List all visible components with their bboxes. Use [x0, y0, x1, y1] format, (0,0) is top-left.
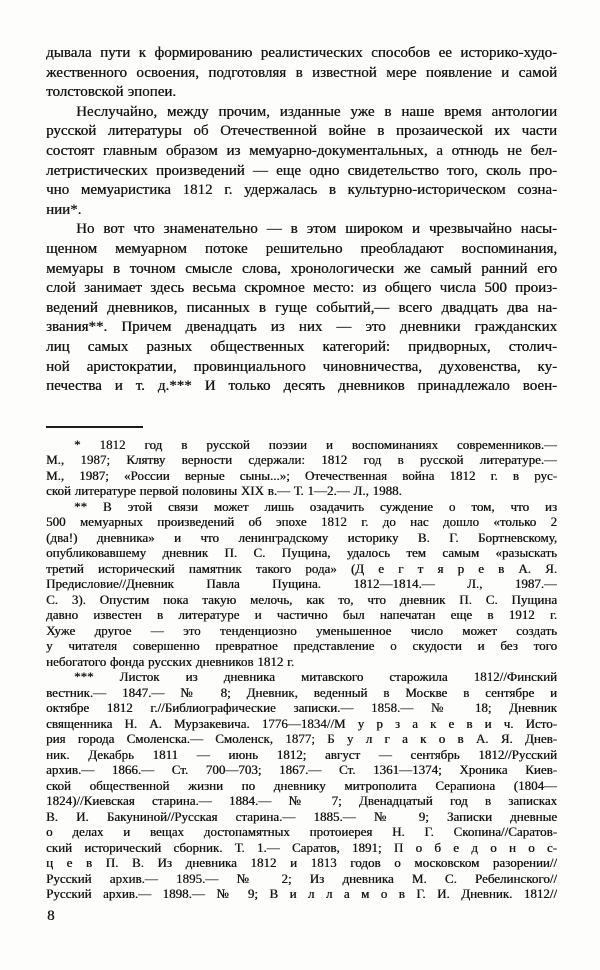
- paragraph-continued: [46, 44, 557, 103]
- text-line: 500 мемуарных произведений об эпохе 1812 г. до нас дошло «только 2: [46, 514, 557, 530]
- text-line: третий исторический памятник такого рода» (Д е г т я р е в А. Я.: [46, 560, 557, 576]
- text-line: ** В этой связи может лишь озадачить суждение о том, что из: [74, 498, 557, 514]
- text-line: о делах и вещах достопамятных протоиерея Н. Г. Скопина//Саратов-: [46, 824, 557, 840]
- text-line: жественного освоения, подготовляя в известной мере появление и самой: [46, 64, 557, 81]
- text-line: у читателя совершенно превратное представление о скудости и без того: [46, 638, 557, 654]
- footnote-1: [46, 437, 557, 499]
- footnote-3: [46, 669, 557, 902]
- text-line: (два!) дневника» и что ленинградскому историку В. Г. Бортневскому,: [46, 529, 557, 545]
- text-line: ской общественной жизни по дневнику митрополита Серапиона (1804—: [46, 777, 557, 793]
- text-line: М., 1987; Клятву верности сдержали: 1812 год в русской литературе.—: [46, 452, 557, 468]
- text-line: Неслучайно, между прочим, изданные уже в наше время антологии: [76, 103, 557, 120]
- text-line: октябре 1812 г.//Библиографические записки.— 1858.— № 18; Дневник: [46, 700, 557, 716]
- text-line: 1824)//Киевская старина.— 1884.— № 7; Двенадцатый год в записках: [46, 793, 557, 809]
- text-line: архив.— 1866.— Ст. 700—703; 1867.— Ст. 1361—1374; Хроника Киев-: [46, 762, 557, 778]
- text-line: летристических произведений — еще одно свидетельство того, сколь про-: [46, 162, 557, 179]
- text-line: Русский архив.— 1895.— № 2; Из дневника М. С. Ребелинского//: [46, 870, 557, 886]
- text-block: [46, 44, 557, 902]
- text-line: ведений дневников, писанных в гуще событий,— всего двадцать два на-: [46, 299, 557, 316]
- text-line: Хуже другое — это тенденциозно уменьшенное число может создать: [46, 622, 557, 638]
- text-line: ский исторический сборник. Т. 1.— Саратов, 1891; П о б е д о н о с-: [46, 839, 557, 855]
- text-line: дывала пути к формированию реалистических способов ее историко-худо-: [46, 45, 557, 61]
- text-line: М., 1987; «России верные сыны...»; Отечественная война 1812 г. в рус-: [46, 467, 557, 483]
- text-line: мемуары в точном смысле слова, хронологически же самый ранний его: [46, 260, 557, 277]
- text-line: Предисловие//Дневник Павла Пущина. 1812—1814.— Л., 1987.—: [46, 576, 557, 592]
- paragraph-antologii: [46, 103, 557, 221]
- text-line: Русский архив.— 1898.— № 9; В и л л а м о в Г. И. Дневник. 1812//: [46, 886, 557, 902]
- main-text: [46, 44, 557, 397]
- footnote-separator: [46, 426, 143, 428]
- text-line: небогатого фонда русских дневников 1812 г.: [46, 653, 295, 669]
- text-line: лиц самых разных общественных категорий: придворных, столич-: [46, 338, 557, 355]
- text-line: русской литературы об Отечественной войне в прозаической их части: [46, 123, 557, 140]
- text-line: ник. Декабрь 1811 — июнь 1812; август — сентябрь 1812//Русский: [46, 746, 557, 762]
- text-line: рия города Смоленска.— Смоленск, 1877; Б у л г а к о в А. Я. Днев-: [46, 731, 557, 747]
- text-line: звания**. Причем двенадцать из них — это дневники гражданских: [46, 319, 557, 336]
- text-line: слой занимает здесь весьма скромное место: из общего числа 500 произ-: [46, 280, 557, 297]
- text-line: * 1812 год в русской поэзии и воспоминаниях современников.—: [74, 436, 557, 452]
- text-line: состоят главным образом из мемуарно-документальных, а отнюдь не бел-: [46, 142, 557, 159]
- text-line: чно мемуаристика 1812 г. удержалась в культурно-историческом созна-: [46, 182, 557, 199]
- text-line: щенном мемуарном потоке решительно преобладают воспоминания,: [46, 240, 557, 257]
- text-line: В. И. Бакуниной//Русская старина.— 1885.— № 9; Записки дневные: [46, 808, 557, 824]
- page-number: 8: [47, 908, 55, 924]
- text-line: ц е в П. В. Из дневника 1812 и 1813 годов о московском разорении//: [46, 855, 557, 871]
- paragraph-dnevniki: [46, 220, 557, 396]
- footnote-2: [46, 499, 557, 670]
- text-line: ской литературе первой половины XIX в.— Т. 1—2.— Л., 1988.: [46, 483, 402, 499]
- text-line: священника Н. А. Мурзакевича. 1776—1834//М у р з а к е в и ч. Исто-: [46, 715, 557, 731]
- text-line: вестник.— 1847.— № 8; Дневник, веденный в Москве в сентябре и: [46, 684, 557, 700]
- text-line: опубликовавшему дневник П. С. Пущина, удалось тем самым «разыскать: [46, 545, 557, 561]
- text-line: давно известен в литературе и частично был напечатан еще в 1912 г.: [46, 607, 557, 623]
- text-line: нии*.: [46, 201, 82, 218]
- text-line: толстовской эпопеи.: [46, 84, 177, 101]
- footnotes-section: [46, 437, 557, 902]
- text-line: Но вот что знаменательно — в этом широком и чрезвычайно насы-: [76, 221, 557, 238]
- text-line: С. 3). Опустим пока такую мелочь, как то, что дневник П. С. Пущина: [46, 591, 557, 607]
- text-line: *** Листок из дневника митавского старожила 1812//Финский: [74, 669, 557, 685]
- text-line: ной аристократии, провинциального чиновничества, духовенства, ку-: [46, 358, 557, 375]
- text-line: печества и т. д.*** И только десять дневников принадлежало воен-: [46, 378, 557, 395]
